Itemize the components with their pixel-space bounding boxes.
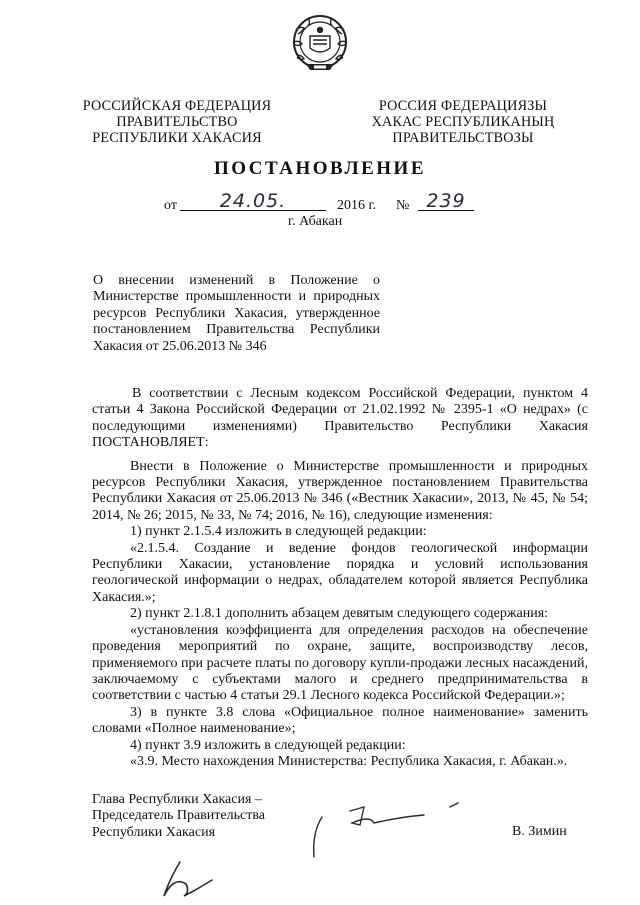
signatory-title-line: Председатель Правительства	[92, 808, 265, 824]
number-value: 239	[426, 190, 466, 212]
body-paragraph: 4) пункт 3.9 изложить в следующей редакции:	[130, 737, 406, 753]
number-sign: №	[396, 198, 410, 213]
handwritten-initials	[150, 858, 220, 903]
header-left-block	[62, 98, 292, 146]
body-paragraph: «2.1.5.4. Создание и ведение фондов геологической информации Республики Хакасии, установление порядка и условий использования геологической информации о недрах, обладателем которой является Республика Хакасия.»;	[92, 540, 588, 605]
body-paragraph: В соответствии с Лесным кодексом Российской Федерации, пунктом 4 статьи 4 Закона Российской Федерации от 21.02.1992 № 2395-1 «О недрах» (с последующими изменениями) Правительство Республики Хакасия ПОСТАНОВЛЯЕТ:	[92, 386, 588, 451]
from-label: от	[164, 198, 177, 213]
header-right-block	[348, 98, 578, 146]
body-paragraph: Внести в Положение о Министерстве промышленности и природных ресурсов Республики Хакасия, утвержденное постановлением Правительства Республики Хакасия от 25.06.2013 № 346 («Вестник Хакасии», 2013, № 45, № 54; 2014, № 26; 2015, № 33, № 74; 2016, № 16), следующие изменения:	[92, 458, 588, 523]
signatory-name: В. Зимин	[512, 824, 567, 839]
signatory-title-line: Республики Хакасия	[92, 824, 216, 840]
body-paragraph: «3.9. Место нахождения Министерства: Республика Хакасия, г. Абакан.».	[130, 753, 568, 769]
header-right-line: РОССИЯ ФЕДЕРАЦИЯЗЫ	[378, 98, 548, 114]
signatory-title	[92, 792, 265, 841]
header-right-line: ПРАВИТЕЛЬСТВОЗЫ	[392, 130, 534, 146]
body-paragraph: 2) пункт 2.1.8.1 дополнить абзацем девятым следующего содержания:	[130, 606, 549, 622]
header-left-line: ПРАВИТЕЛЬСТВО	[116, 114, 238, 130]
body-paragraph: 3) в пункте 3.8 слова «Официальное полное наименование» заменить словами «Полное наименование»;	[92, 704, 588, 737]
document-body	[92, 386, 588, 770]
year-label: 2016 г.	[337, 198, 377, 213]
date-field	[180, 190, 326, 211]
header-left-line: РЕСПУБЛИКИ ХАКАСИЯ	[92, 130, 262, 146]
city-label: г. Абакан	[288, 214, 343, 229]
body-paragraph: 1) пункт 2.1.5.4 изложить в следующей редакции:	[130, 524, 427, 540]
document-type-title: ПОСТАНОВЛЕНИЕ	[213, 158, 427, 179]
date-value: 24.05.	[219, 190, 287, 212]
number-field	[418, 190, 474, 211]
header-right-line: ХАКАС РЕСПУБЛИКАНЫҢ	[371, 114, 555, 130]
handwritten-signature	[300, 795, 480, 865]
body-paragraph: «установления коэффициента для определения расходов на обеспечение проведения мероприятий по охране, защите, воспроизводству лесов, применяемого при расчете платы по договору купли-продажи лесных насаждений, заключаемому с субъектами малого и среднего предпринимательства в соответствии с частью 4 статьи 29.1 Лесного кодекса Российской Федерации.»;	[92, 622, 588, 704]
coat-of-arms-icon	[288, 10, 352, 78]
header-left-line: РОССИЙСКАЯ ФЕДЕРАЦИЯ	[82, 98, 272, 114]
document-subject: О внесении изменений в Положение о Министерстве промышленности и природных ресурсов Республики Хакасия, утвержденное постановлением Правительства Республики Хакасия от 25.06.2013 № 346	[93, 273, 380, 354]
signatory-title-line: Глава Республики Хакасия –	[92, 792, 262, 807]
